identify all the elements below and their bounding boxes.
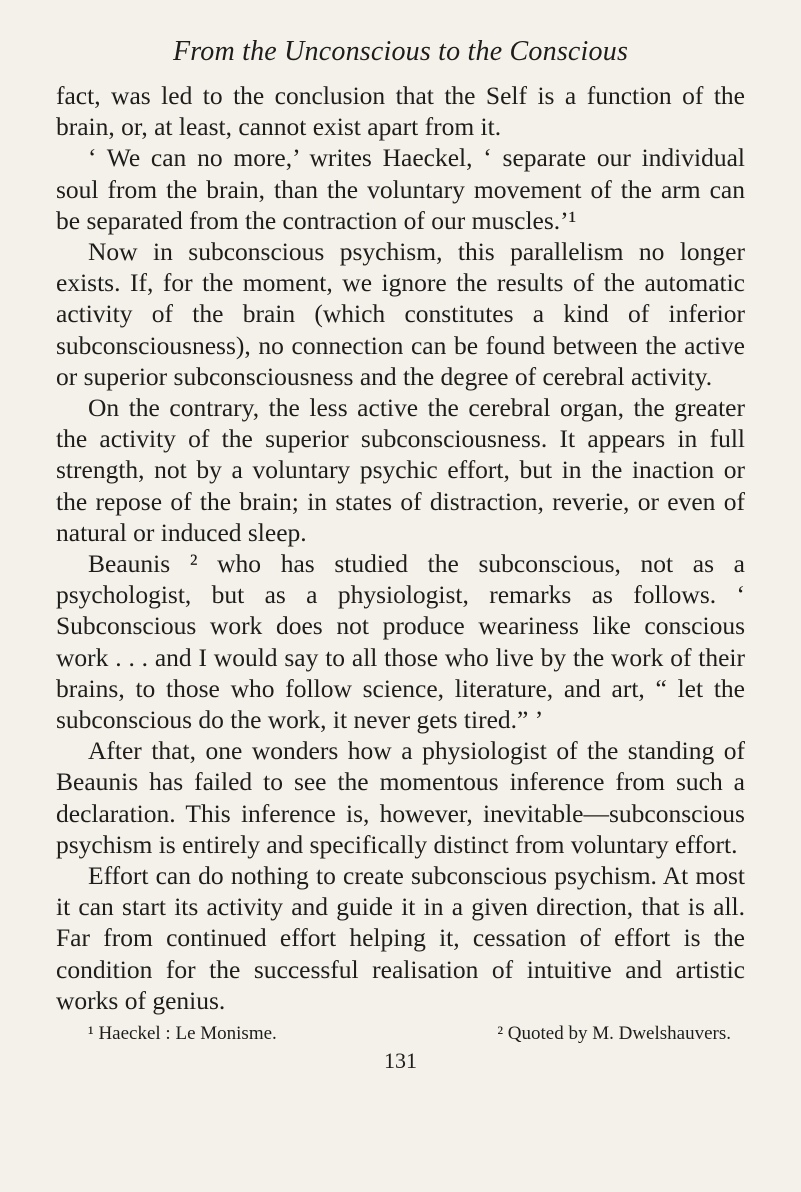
running-head: From the Unconscious to the Conscious — [172, 36, 629, 67]
paragraph-6: After that, one wonders how a physiologist of the standing of Beaunis has failed to see the momentous inference from such a declaration. This inference is, however, inevitable—subconscious psychism is entirely and specifically distinct from voluntary effort. — [56, 736, 745, 859]
paragraph-1: fact, was led to the conclusion that the Self is a function of the brain, or, at least, cannot exist apart from it. — [56, 81, 745, 142]
paragraph-2: ‘ We can no more,’ writes Haeckel, ‘ separate our individual soul from the brain, than the voluntary movement of the arm can be separated from the contraction of our muscles.’¹ — [56, 143, 745, 235]
paragraph-4: On the contrary, the less active the cerebral organ, the greater the activity of the superior subconsciousness. It appears in full strength, not by a voluntary psychic effort, but in the inaction or the repose of the brain; in states of distraction, reverie, or even of natural or induced sleep. — [56, 393, 745, 547]
paragraph-5: Beaunis ² who has studied the subconscious, not as a psychologist, but as a physiologist, remarks as follows. ‘ Subconscious work does not produce weariness like conscious work . . . and I would say to all those who live by the work of their brains, to those who follow science, literature, and art, “ let the subconscious do the work, it never gets tired.” ’ — [56, 549, 745, 735]
body-text — [56, 80, 745, 1016]
footnotes — [56, 1022, 745, 1046]
footnote-1: ¹ Haeckel : Le Monisme. — [88, 1023, 277, 1045]
paragraph-7: Effort can do nothing to create subconscious psychism. At most it can start its activity and guide it in a given direction, that is all. Far from continued effort helping it, cessation of effort is the condition for the successful realisation of intuitive and artistic works of genius. — [56, 861, 745, 1015]
page-number: 131 — [384, 1048, 417, 1074]
footnote-2: ² Quoted by M. Dwelshauvers. — [497, 1023, 731, 1045]
paragraph-3: Now in subconscious psychism, this parallelism no longer exists. If, for the moment, we ignore the results of the automatic activity of the brain (which constitutes a kind of inferior subconsciousness), no connection can be found between the active or superior subconsciousness and the degree of cerebral activity. — [56, 237, 745, 391]
